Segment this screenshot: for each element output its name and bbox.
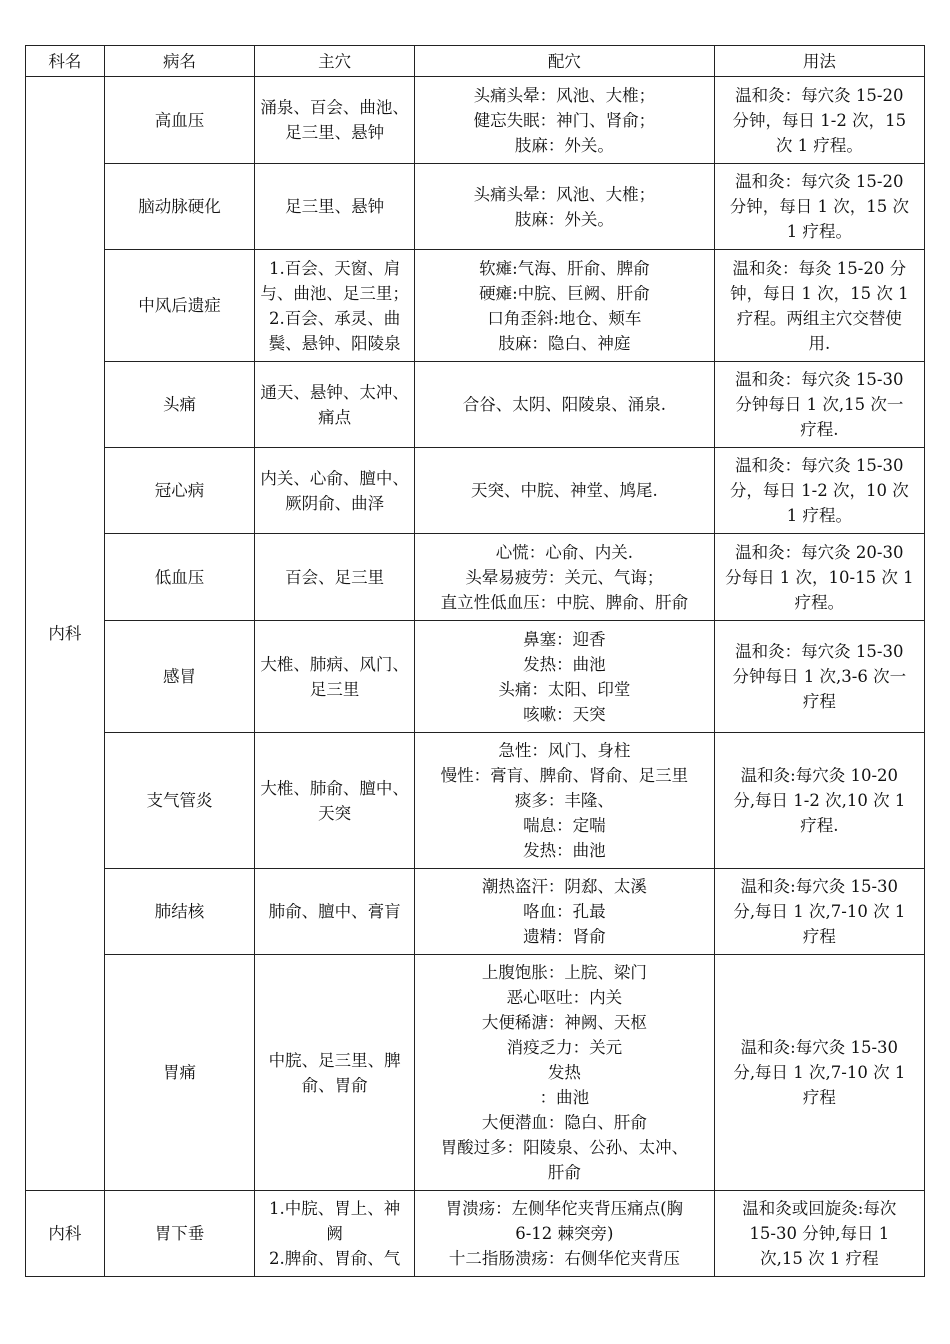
usage bbox=[714, 621, 924, 733]
usage-line: 分钟每日 1 次,15 次一 bbox=[735, 395, 904, 414]
header-disease: 病名 bbox=[104, 46, 254, 77]
aux-points-line: 大便稀溏：神阙、天枢 bbox=[481, 1013, 647, 1032]
usage-line: 疗程 bbox=[802, 927, 836, 946]
usage-line: 15-30 分钟,每日 1 bbox=[749, 1224, 890, 1243]
main-points-line: 天突 bbox=[318, 803, 352, 823]
main-points bbox=[255, 534, 415, 621]
aux-points-line: 心慌：心俞、内关. bbox=[495, 542, 633, 562]
usage bbox=[714, 164, 924, 250]
main-points-line: 阙 bbox=[326, 1224, 343, 1243]
usage-line: 疗程. bbox=[800, 420, 839, 439]
aux-points-line: 喘息：定喘 bbox=[523, 816, 606, 835]
aux-points-line: 头痛头晕：风池、大椎； bbox=[473, 85, 656, 105]
department-cell: 内科 bbox=[26, 1191, 105, 1277]
aux-points bbox=[415, 869, 715, 955]
aux-points-line: 遗精：肾俞 bbox=[523, 927, 606, 946]
aux-points-line: 潮热盗汗：阴郄、太溪 bbox=[481, 877, 647, 896]
usage bbox=[714, 955, 924, 1191]
disease-name: 脑动脉硬化 bbox=[104, 164, 254, 250]
main-points-line: 足三里、悬钟 bbox=[285, 197, 385, 216]
aux-points-line: 头晕易疲劳：关元、气诲； bbox=[465, 567, 664, 587]
usage-line: 温和灸：每穴灸 20-30 bbox=[735, 542, 904, 562]
usage bbox=[714, 250, 924, 362]
disease-name: 头痛 bbox=[104, 362, 254, 448]
aux-points-line: 发热 bbox=[547, 1063, 581, 1082]
table-row bbox=[26, 362, 925, 448]
acupuncture-table bbox=[25, 45, 925, 1277]
aux-points-line: 口角歪斜:地仓、颊车 bbox=[487, 308, 642, 328]
aux-points-line: 头痛：太阳、印堂 bbox=[498, 679, 631, 699]
main-points-line: 中脘、足三里、脾 bbox=[268, 1050, 401, 1070]
main-points-line: 1.中脘、胃上、神 bbox=[268, 1199, 401, 1218]
aux-points bbox=[415, 534, 715, 621]
disease-name: 冠心病 bbox=[104, 448, 254, 534]
main-points-line: 与、曲池、足三里； bbox=[260, 283, 409, 303]
main-points bbox=[255, 362, 415, 448]
main-points bbox=[255, 955, 415, 1191]
header-department: 科名 bbox=[26, 46, 105, 77]
aux-points bbox=[415, 164, 715, 250]
aux-points-line: 咳嗽：天突 bbox=[523, 704, 606, 724]
header-main-points: 主穴 bbox=[255, 46, 415, 77]
main-points-line: 痛点 bbox=[318, 407, 352, 427]
table-row bbox=[26, 77, 925, 164]
main-points bbox=[255, 448, 415, 534]
usage-line: 温和灸:每穴灸 15-30 bbox=[740, 1038, 899, 1057]
aux-points-line: 胃酸过多：阳陵泉、公孙、太冲、 bbox=[440, 1138, 689, 1157]
main-points-line: 大椎、肺病、风门、 bbox=[260, 654, 409, 674]
aux-points bbox=[415, 955, 715, 1191]
aux-points-line: 健忘失眠：神门、肾俞； bbox=[473, 110, 656, 130]
aux-points bbox=[415, 621, 715, 733]
aux-points bbox=[415, 448, 715, 534]
main-points-line: 1.百会、天窗、肩 bbox=[268, 258, 401, 278]
main-points-line: 肺俞、膻中、膏肓 bbox=[268, 902, 401, 921]
table-row bbox=[26, 869, 925, 955]
aux-points-line: ：曲池 bbox=[539, 1088, 590, 1107]
aux-points-line: 直立性低血压：中脘、脾俞、肝俞 bbox=[440, 592, 689, 612]
aux-points bbox=[415, 1191, 715, 1277]
usage-line: 温和灸：每灸 15-20 分 bbox=[732, 258, 907, 278]
aux-points-line: 十二指肠溃疡：右侧华佗夹背压 bbox=[448, 1249, 680, 1268]
usage-line: 疗程. bbox=[800, 816, 839, 835]
main-points bbox=[255, 164, 415, 250]
main-points-line: 涌泉、百会、曲池、 bbox=[260, 98, 409, 117]
usage-line: 疗程 bbox=[802, 692, 836, 711]
usage-line: 疗程。两组主穴交替使 bbox=[736, 308, 902, 328]
usage bbox=[714, 534, 924, 621]
disease-name: 低血压 bbox=[104, 534, 254, 621]
main-points bbox=[255, 621, 415, 733]
usage-line: 次,15 次 1 疗程 bbox=[760, 1249, 879, 1268]
main-points bbox=[255, 77, 415, 164]
usage-line: 分钟每日 1 次,3-6 次一 bbox=[732, 667, 907, 686]
aux-points-line: 鼻塞：迎香 bbox=[523, 629, 606, 649]
aux-points-line: 合谷、太阴、阳陵泉、涌泉. bbox=[462, 395, 666, 414]
disease-name: 支气管炎 bbox=[104, 733, 254, 869]
aux-points-line: 硬瘫:中脘、巨阙、肝俞 bbox=[479, 283, 650, 303]
usage-line: 分,每日 1 次,7-10 次 1 bbox=[733, 902, 906, 921]
main-points bbox=[255, 250, 415, 362]
table-row bbox=[26, 448, 925, 534]
usage-line: 用. bbox=[808, 333, 831, 353]
table-row bbox=[26, 621, 925, 733]
aux-points-line: 肢麻：隐白、神庭 bbox=[498, 333, 631, 353]
aux-points-line: 消疫乏力：关元 bbox=[506, 1038, 623, 1057]
department-cell: 内科 bbox=[26, 77, 105, 1191]
main-points-line: 俞、胃俞 bbox=[301, 1075, 368, 1095]
main-points-line: 内关、心俞、膻中、 bbox=[260, 468, 409, 488]
table-row bbox=[26, 250, 925, 362]
aux-points bbox=[415, 250, 715, 362]
usage-line: 温和灸：每穴灸 15-20 bbox=[735, 172, 904, 191]
aux-points-line: 慢性：膏肓、脾俞、肾俞、足三里 bbox=[440, 766, 689, 785]
usage-line: 疗程 bbox=[802, 1088, 836, 1107]
aux-points-line: 痰多：丰隆、 bbox=[514, 791, 614, 810]
aux-points-line: 发热：曲池 bbox=[523, 654, 606, 674]
usage-line: 次 1 疗程。 bbox=[775, 135, 863, 155]
table-row bbox=[26, 955, 925, 1191]
main-points-line: 通天、悬钟、太冲、 bbox=[260, 382, 409, 402]
aux-points bbox=[415, 362, 715, 448]
usage-line: 温和灸或回旋灸:每次 bbox=[742, 1199, 897, 1218]
main-points-line: 厥阴俞、曲泽 bbox=[285, 493, 385, 513]
aux-points-line: 胃溃疡：左侧华佗夹背压痛点(胸 bbox=[445, 1199, 684, 1218]
aux-points-line: 发热：曲池 bbox=[523, 841, 606, 860]
aux-points-line: 恶心呕吐：内关 bbox=[506, 988, 623, 1007]
table-row bbox=[26, 733, 925, 869]
usage-line: 温和灸：每穴灸 15-30 bbox=[735, 642, 904, 661]
usage bbox=[714, 448, 924, 534]
aux-points-line: 肢麻：外关。 bbox=[514, 209, 614, 229]
usage-line: 温和灸:每穴灸 15-30 bbox=[740, 877, 899, 896]
usage bbox=[714, 77, 924, 164]
aux-points-line: 6-12 棘突旁) bbox=[515, 1224, 614, 1243]
usage-line: 1 疗程。 bbox=[786, 222, 852, 241]
main-points-line: 2.脾俞、胃俞、气 bbox=[268, 1249, 401, 1268]
aux-points-line: 天突、中脘、神堂、鸠尾. bbox=[470, 481, 658, 500]
disease-name: 感冒 bbox=[104, 621, 254, 733]
main-points-line: 2.百会、承灵、曲 bbox=[268, 308, 401, 328]
main-points-line: 足三里、悬钟 bbox=[285, 123, 385, 142]
disease-name: 中风后遗症 bbox=[104, 250, 254, 362]
table-row bbox=[26, 164, 925, 250]
aux-points bbox=[415, 77, 715, 164]
main-points bbox=[255, 869, 415, 955]
usage-line: 分钟，每日 1 次，15 次 bbox=[729, 197, 909, 216]
usage-line: 分,每日 1-2 次,10 次 1 bbox=[733, 791, 906, 810]
aux-points-line: 肝俞 bbox=[547, 1163, 581, 1182]
aux-points-line: 咯血：孔最 bbox=[523, 902, 606, 921]
main-points-line: 百会、足三里 bbox=[285, 567, 385, 587]
aux-points-line: 软瘫:气海、肝俞、脾俞 bbox=[479, 258, 650, 278]
header-row bbox=[26, 46, 925, 77]
aux-points-line: 急性：风门、身柱 bbox=[498, 741, 631, 760]
usage-line: 疗程。 bbox=[794, 592, 845, 612]
usage-line: 分，每日 1-2 次，10 次 bbox=[729, 481, 909, 500]
aux-points-line: 头痛头晕：风池、大椎； bbox=[473, 184, 656, 204]
usage bbox=[714, 869, 924, 955]
disease-name: 肺结核 bbox=[104, 869, 254, 955]
usage-line: 温和灸：每穴灸 15-30 bbox=[735, 456, 904, 475]
aux-points-line: 肢麻：外关。 bbox=[514, 135, 614, 155]
main-points-line: 足三里 bbox=[309, 679, 360, 699]
main-points-line: 鬓、悬钟、阳陵泉 bbox=[268, 333, 401, 353]
usage-line: 钟，每日 1 次，15 次 1 bbox=[730, 283, 909, 303]
disease-name: 胃下垂 bbox=[104, 1191, 254, 1277]
aux-points-line: 上腹饱胀：上脘、梁门 bbox=[481, 963, 647, 982]
main-points bbox=[255, 733, 415, 869]
usage bbox=[714, 1191, 924, 1277]
aux-points bbox=[415, 733, 715, 869]
header-aux-points: 配穴 bbox=[415, 46, 715, 77]
usage-line: 分每日 1 次，10-15 次 1 bbox=[725, 567, 914, 587]
table-row bbox=[26, 534, 925, 621]
usage-line: 1 疗程。 bbox=[786, 506, 852, 525]
main-points-line: 大椎、肺俞、膻中、 bbox=[260, 778, 409, 798]
disease-name: 高血压 bbox=[104, 77, 254, 164]
usage-line: 温和灸：每穴灸 15-20 bbox=[735, 85, 904, 105]
usage-line: 温和灸:每穴灸 10-20 bbox=[740, 766, 899, 785]
header-usage: 用法 bbox=[714, 46, 924, 77]
usage-line: 分钟，每日 1-2 次，15 bbox=[732, 110, 907, 130]
usage bbox=[714, 362, 924, 448]
main-points bbox=[255, 1191, 415, 1277]
disease-name: 胃痛 bbox=[104, 955, 254, 1191]
usage-line: 温和灸：每穴灸 15-30 bbox=[735, 370, 904, 389]
usage bbox=[714, 733, 924, 869]
usage-line: 分,每日 1 次,7-10 次 1 bbox=[733, 1063, 906, 1082]
aux-points-line: 大便潜血：隐白、肝俞 bbox=[481, 1113, 647, 1132]
table-row bbox=[26, 1191, 925, 1277]
